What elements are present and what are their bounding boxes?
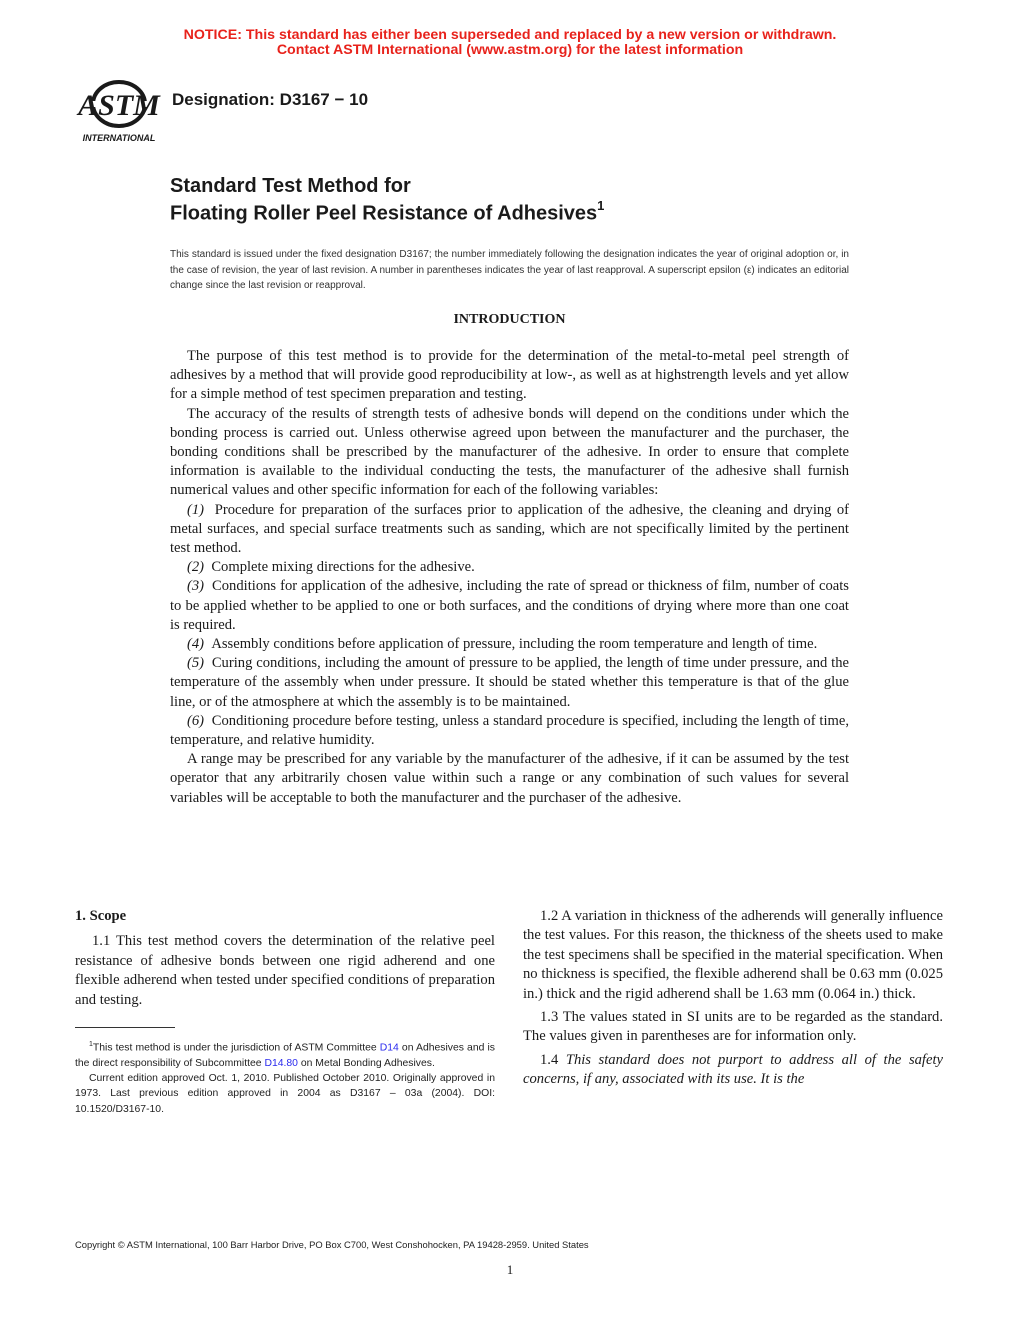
introduction-body	[170, 347, 849, 808]
footnote-paragraph-1	[75, 1037, 495, 1071]
intro-item	[170, 558, 849, 577]
logo-letters: ASTM	[78, 89, 160, 122]
intro-item-num: (2)	[187, 559, 205, 576]
intro-item-text: Procedure for preparation of the surfaces prior to application of the adhesive, the cleaning and drying of metal surfaces, and special surface treatments such as sanding, which are not specifically limited by the pertinent test method.	[170, 501, 849, 557]
intro-item	[170, 501, 849, 559]
section-1-4	[523, 1051, 943, 1090]
intro-item-text: Conditioning procedure before testing, unless a standard procedure is specified, including the length of time, temperature, and relative humidity.	[170, 712, 849, 749]
section-1-2: 1.2 A variation in thickness of the adherends will generally influence the test values. For this reason, the thickness of the sheets used to make the test specimens shall be specified in the material specification. When no thickness is specified, the flexible adherend shall be 0.63 mm (0.025 in.) thick and the rigid adherend shall be 1.63 mm (0.064 in.) thick.	[523, 908, 943, 1002]
intro-item-text: Complete mixing directions for the adhesive.	[211, 559, 475, 576]
footnote-text: This test method is under the jurisdiction of ASTM Committee	[92, 1042, 380, 1054]
intro-item-num: (6)	[187, 712, 205, 729]
section-1-4-text: This standard does not purport to address all of the safety concerns, if any, associated with its use. It is the	[523, 1051, 943, 1088]
footnote	[75, 1037, 495, 1117]
intro-item	[170, 654, 849, 712]
footnote-paragraph-2: Current edition approved Oct. 1, 2010. Published October 2010. Originally approved in 1973. Last previous edition approved in 2004 as D3167 – 03a (2004). DOI: 10.1520/D3167-10.	[75, 1073, 495, 1115]
section-1-3: 1.3 The values stated in SI units are to be regarded as the standard. The values given in parentheses are for information only.	[523, 1009, 943, 1045]
footnote-divider	[75, 1027, 175, 1028]
intro-item	[170, 577, 849, 635]
notice-line-1: NOTICE: This standard has either been superseded and replaced by a new version or withdrawn.	[183, 27, 837, 43]
intro-item	[170, 635, 849, 654]
scope-heading: 1. Scope	[75, 908, 127, 924]
intro-paragraph-2: The accuracy of the results of strength tests of adhesive bonds will depend on the conditions under which the bonding process is carried out. Unless otherwise agreed upon between the manufacturer and the purchaser, the bonding conditions shall be prescribed by the manufacturer of the adhesive. In order to ensure that complete information is available to the individual conducting the tests, the manufacturer of the adhesive shall furnish numerical values and other specific information for each of the following variables:	[170, 405, 849, 499]
intro-item-num: (4)	[187, 636, 205, 653]
right-column	[523, 907, 943, 1090]
copyright: Copyright © ASTM International, 100 Barr Harbor Drive, PO Box C700, West Conshohocken, PA 19428-2959. United States	[75, 1239, 589, 1250]
intro-item-text: Conditions for application of the adhesive, including the rate of spread or thickness of film, number of coats to be applied whether to be applied to one or both surfaces, and the conditions of drying where more than one coat is required.	[170, 578, 849, 633]
intro-item-num: (3)	[187, 578, 205, 595]
astm-logo	[76, 78, 162, 144]
left-column	[75, 907, 495, 1010]
title-line-1: Standard Test Method for	[170, 175, 411, 197]
committee-link[interactable]: D14	[379, 1042, 399, 1054]
section-1-4-number: 1.4	[540, 1051, 566, 1068]
footnote-text: on Metal Bonding Adhesives.	[297, 1057, 435, 1069]
footnote-marker: 1	[89, 1041, 93, 1048]
astm-logo-icon	[76, 78, 162, 144]
standard-note: This standard is issued under the fixed designation D3167; the number immediately following the designation indicates the year of original adoption or, in the case of revision, the year of last revision. A number in parentheses indicates the year of last reapproval. A superscript epsilon (ε) indicates an editorial change since the last revision or reapproval.	[170, 249, 849, 291]
intro-item-num: (5)	[187, 655, 205, 672]
intro-item-text: Curing conditions, including the amount of pressure to be applied, the length of time under pressure, and the temperature of the assembly when under pressure. It should be stated whether this temperature is that of the glue line, or of the atmosphere at which the assembly is to be maintained.	[170, 655, 850, 710]
footnote-text: on Adhesives and is the direct responsibility of Subcommittee	[75, 1042, 496, 1069]
title-line-2	[170, 200, 604, 226]
intro-paragraph-3: A range may be prescribed for any variable by the manufacturer of the adhesive, if it can be assumed by the test operator that any arbitrarily chosen value within such a range or any combination of such values for several variables will be acceptable to both the manufacturer and the purchaser of the adhesive.	[170, 751, 849, 806]
title-footnote-ref: 1	[597, 198, 605, 213]
intro-item	[170, 712, 849, 750]
intro-item-num: (1)	[187, 501, 205, 518]
subcommittee-link[interactable]: D14.80	[264, 1057, 298, 1069]
designation: Designation: D3167 − 10	[172, 90, 369, 109]
introduction-heading: INTRODUCTION	[453, 312, 566, 327]
logo-caption: INTERNATIONAL	[82, 133, 156, 143]
section-1-1: 1.1 This test method covers the determination of the relative peel resistance of adhesive bonds between one rigid adherend and one flexible adherend when tested under specified conditions of preparation and testing.	[75, 933, 495, 1008]
intro-item-text: Assembly conditions before application of pressure, including the room temperature and length of time.	[211, 636, 818, 653]
notice-line-2: Contact ASTM International (www.astm.org) for the latest information	[276, 42, 744, 58]
intro-paragraph-1: The purpose of this test method is to provide for the determination of the metal-to-metal peel strength of adhesives by a method that will provide good reproducibility at low-, as well as at highstrength levels and yet allow for a simple method of test specimen preparation and testing.	[170, 348, 849, 403]
title-main: Floating Roller Peel Resistance of Adhesives	[170, 202, 598, 225]
page-number: 1	[506, 1262, 514, 1277]
